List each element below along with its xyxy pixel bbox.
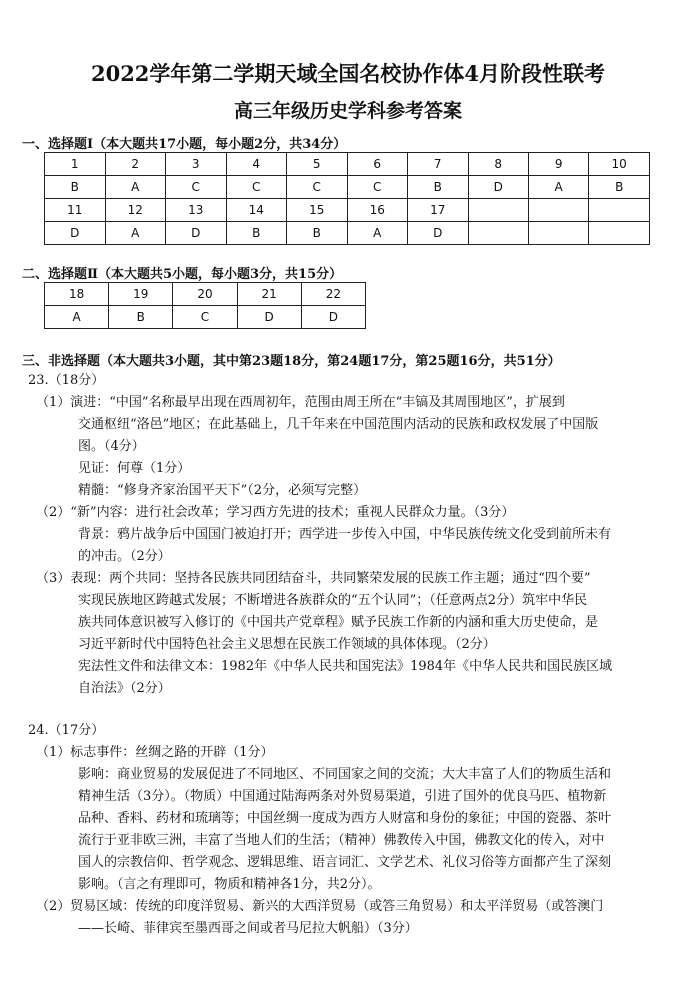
table-cell: 16 (347, 199, 408, 222)
table-cell: 15 (287, 199, 348, 222)
document-title: 2022学年第二学期天域全国名校协作体4月阶段性联考 (90, 61, 606, 86)
answer-line: 的冲击。（2分） (78, 549, 171, 564)
section1-heading: 一、选择题Ⅰ（本大题共17小题，每小题2分，共34分） (22, 137, 347, 152)
table-cell: B (287, 222, 348, 245)
table-cell: 12 (105, 199, 166, 222)
table-cell: B (109, 306, 173, 329)
document-subtitle: 高三年级历史学科参考答案 (233, 100, 462, 122)
table-cell: D (166, 222, 227, 245)
table-cell (589, 222, 650, 245)
table-cell: 5 (287, 153, 348, 176)
answer-line: 习近平新时代中国特色社会主义思想在民族工作领域的具体体现。（2分） (78, 637, 496, 652)
table-cell: B (589, 176, 650, 199)
answer-line: 精髓：“修身齐家治国平天下”（2分，必须写完整） (78, 483, 367, 498)
table-cell: A (105, 222, 166, 245)
table-cell: 20 (173, 283, 237, 306)
table-cell (468, 199, 528, 222)
answer-line: （2）贸易区域：传统的印度洋贸易、新兴的大西洋贸易（或答三角贸易）和太平洋贸易（或答澳门 (36, 899, 604, 914)
answer-line: （3）表现：两个共同：坚持各民族共同团结奋斗，共同繁荣发展的民族工作主题；通过“四个要” (36, 571, 591, 586)
answer-line: （2）“新”内容：进行社会改革；学习西方先进的技术；重视人民群众力量。（3分） (36, 505, 515, 520)
answer-line: ——长崎、菲律宾至墨西哥之间或者马尼拉大帆船）（3分） (78, 921, 418, 936)
table-cell: 13 (166, 199, 227, 222)
table-row (45, 199, 650, 222)
table-row (45, 283, 366, 306)
table-cell (528, 222, 588, 245)
answer-line: 图。（4分） (78, 439, 145, 454)
table-cell: 22 (301, 283, 365, 306)
table-cell: 8 (468, 153, 528, 176)
table-cell: 4 (226, 153, 287, 176)
table-cell: 21 (237, 283, 301, 306)
answer-line: 见证：何尊（1分） (78, 461, 191, 476)
section3-heading: 三、非选择题（本大题共3小题，其中第23题18分，第24题17分，第25题16分，共51分） (22, 354, 561, 369)
table-cell: C (226, 176, 287, 199)
table-cell: A (45, 306, 109, 329)
table-cell: 10 (589, 153, 650, 176)
table-cell: 9 (528, 153, 588, 176)
question-24-header: 24.（17分） (28, 723, 105, 738)
table-cell: D (45, 222, 106, 245)
table-cell: 19 (109, 283, 173, 306)
table-cell: B (408, 176, 469, 199)
table-cell (468, 222, 528, 245)
answer-line: 交通枢纽“洛邑”地区；在此基础上，几千年来在中国范围内活动的民族和政权发展了中国版 (78, 417, 599, 432)
answer-line: （1）演进：“中国”名称最早出现在西周初年，范围由周王所在“丰镐及其周围地区”，扩展到 (36, 395, 565, 410)
table-cell: D (237, 306, 301, 329)
table-cell: C (166, 176, 227, 199)
table-cell: C (287, 176, 348, 199)
section2-heading: 二、选择题Ⅱ（本大题共5小题，每小题3分，共15分） (22, 267, 343, 282)
answer-line: 实现民族地区跨越式发展；不断增进各族群众的“五个认同”；（任意两点2分）筑牢中华民 (78, 593, 588, 608)
answer-line: 国人的宗教信仰、哲学观念、逻辑思维、语言词汇、文学艺术、礼仪习俗等方面都产生了深刻 (78, 855, 612, 870)
table-row (45, 176, 650, 199)
answer-line: 品种、香料、药材和琉璃等；中国丝绸一度成为西方人财富和身份的象征；中国的瓷器、茶叶 (78, 811, 612, 826)
table-cell: B (45, 176, 106, 199)
answer-line: 精神生活（3分）。（物质）中国通过陆海两条对外贸易渠道，引进了国外的优良马匹、植物新 (78, 789, 607, 804)
answer-line: （1）标志事件：丝绸之路的开辟（1分） (36, 745, 274, 760)
answer-line: 背景：鸦片战争后中国国门被迫打开；西学进一步传入中国，中华民族传统文化受到前所未有 (78, 527, 612, 542)
table-cell: 6 (347, 153, 408, 176)
table-cell: 1 (45, 153, 106, 176)
section2-answer-table (44, 282, 366, 329)
table-cell (589, 199, 650, 222)
table-cell: 18 (45, 283, 109, 306)
table-row (45, 222, 650, 245)
answer-line: 影响：商业贸易的发展促进了不同地区、不同国家之间的交流；大大丰富了人们的物质生活和 (78, 767, 612, 782)
table-cell: D (408, 222, 469, 245)
table-cell: 2 (105, 153, 166, 176)
table-cell: 3 (166, 153, 227, 176)
answer-line: 自治法》（2分） (78, 681, 171, 696)
table-cell: A (105, 176, 166, 199)
table-cell: A (528, 176, 588, 199)
table-cell: A (347, 222, 408, 245)
table-row (45, 153, 650, 176)
section1-answer-table (44, 152, 650, 245)
table-cell: 7 (408, 153, 469, 176)
table-cell: B (226, 222, 287, 245)
table-cell: 11 (45, 199, 106, 222)
table-cell: D (468, 176, 528, 199)
question-23-header: 23.（18分） (28, 373, 105, 388)
table-cell (528, 199, 588, 222)
table-cell: C (347, 176, 408, 199)
table-cell: C (173, 306, 237, 329)
table-cell: 14 (226, 199, 287, 222)
answer-line: 宪法性文件和法律文本：1982年《中华人民共和国宪法》1984年《中华人民共和国民族区域 (78, 659, 613, 674)
answer-line: 流行于亚非欧三洲，丰富了当地人们的生活；（精神）佛教传入中国，佛教文化的传入，对中 (78, 833, 605, 848)
answer-line: 族共同体意识被写入修订的《中国共产党章程》赋予民族工作新的内涵和重大历史使命，是 (78, 615, 599, 630)
answer-line: 影响。（言之有理即可，物质和精神各1分，共2分）。 (78, 877, 381, 892)
table-row (45, 306, 366, 329)
table-cell: D (301, 306, 365, 329)
table-cell: 17 (408, 199, 469, 222)
